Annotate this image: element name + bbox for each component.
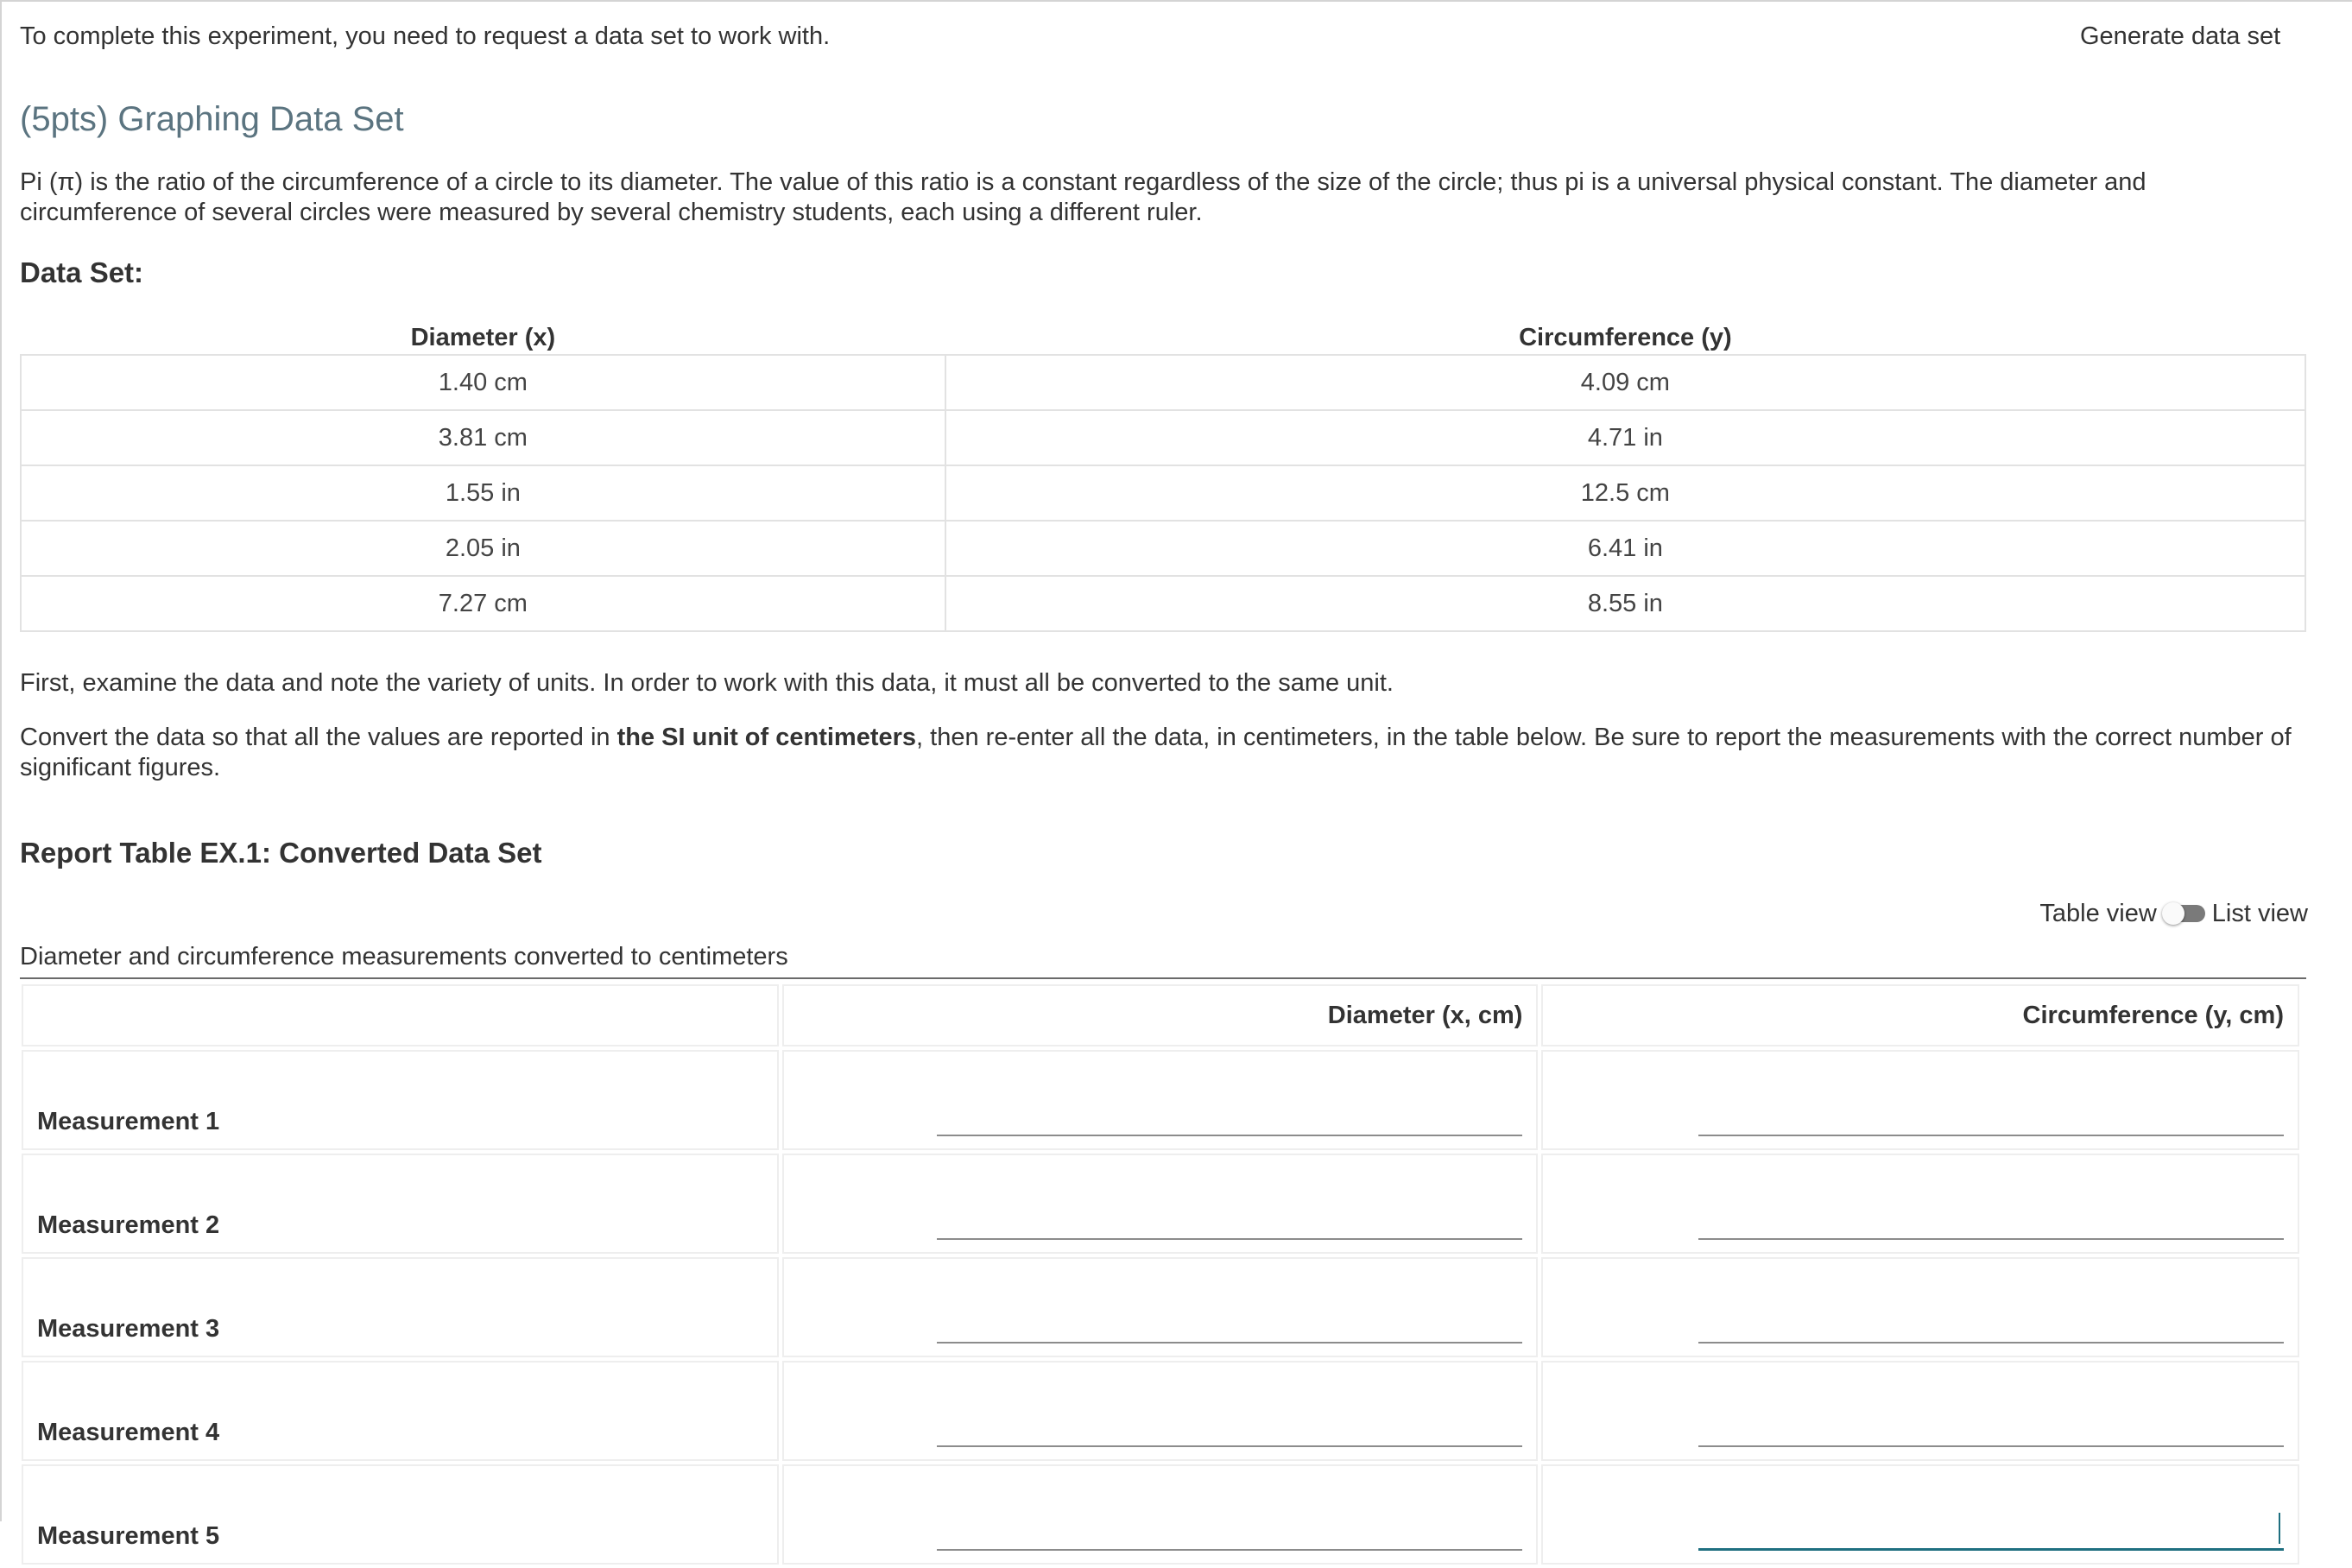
row-label-column-header: [22, 984, 779, 1046]
data-set-heading: Data Set:: [20, 256, 144, 288]
diameter-cell: 1.55 in: [21, 465, 945, 521]
content-area: [20, 2, 2308, 1550]
diameter-input-cell: [782, 1050, 1538, 1150]
table-caption: Diameter and circumference measurements converted to centimeters: [20, 943, 788, 971]
circumference-input-cell: [1541, 1050, 2299, 1150]
diameter-input-cell: [782, 1361, 1538, 1461]
section-title: (5pts) Graphing Data Set: [20, 100, 404, 138]
convert-text-before: Convert the data so that all the values are reported in: [20, 724, 617, 751]
measurement-label: Measurement 1: [22, 1050, 779, 1150]
table-view-label: Table view: [2039, 900, 2157, 927]
measurement-label: Measurement 5: [22, 1464, 779, 1565]
data-set-header-row: [21, 316, 2305, 355]
text-caret: [2279, 1513, 2280, 1544]
table-row: [22, 1154, 2299, 1254]
diameter-input[interactable]: [937, 1309, 1522, 1344]
data-request-instruction: To complete this experiment, you need to request a data set to work with.: [20, 22, 831, 50]
caption-divider: [20, 977, 2306, 979]
circumference-cell: 4.09 cm: [945, 355, 2305, 410]
circumference-cm-column-header: Circumference (y, cm): [1541, 984, 2299, 1046]
circumference-input-cell: [1541, 1464, 2299, 1565]
circumference-input-cell: [1541, 1361, 2299, 1461]
diameter-column-header: Diameter (x): [410, 324, 556, 351]
examine-units-note: First, examine the data and note the variety of units. In order to work with this data, it must all be converted to the same unit.: [20, 669, 1394, 697]
table-row: [21, 355, 2305, 410]
diameter-cell: 1.40 cm: [21, 355, 945, 410]
si-unit-emphasis: the SI unit of centimeters: [616, 724, 917, 751]
diameter-input-cell: [782, 1464, 1538, 1565]
report-table-heading: Report Table EX.1: Converted Data Set: [20, 837, 542, 869]
diameter-cell: 7.27 cm: [21, 576, 945, 631]
data-request-row: [20, 2, 2308, 66]
measurement-label: Measurement 4: [22, 1361, 779, 1461]
convert-text-after: , then re-enter all the data, in centimeters, in the table below. Be sure to report the measurements with the correct number of significant figures.: [20, 724, 2292, 781]
measurement-label: Measurement 2: [22, 1154, 779, 1254]
converted-data-table: [18, 981, 2303, 1568]
table-row: [22, 1050, 2299, 1150]
circumference-cell: 8.55 in: [945, 576, 2305, 631]
table-row: [21, 576, 2305, 631]
circumference-input[interactable]: [1698, 1205, 2284, 1240]
table-row: [22, 1257, 2299, 1357]
report-header-row: [22, 984, 2299, 1046]
intro-paragraph: Pi (π) is the ratio of the circumference of a circle to its diameter. The value of this ratio is a constant regardless of the size of the circle; thus pi is a universal physical constant. The diameter and circumference of several circles were measured by several chemistry students, each using a different ruler.: [20, 168, 2147, 226]
diameter-cm-column-header: Diameter (x, cm): [782, 984, 1538, 1046]
measurement-label: Measurement 3: [22, 1257, 779, 1357]
view-toggle: [2039, 898, 2308, 929]
diameter-input[interactable]: [937, 1102, 1522, 1136]
diameter-input[interactable]: [937, 1516, 1522, 1551]
circumference-cell: 12.5 cm: [945, 465, 2305, 521]
diameter-input[interactable]: [937, 1413, 1522, 1447]
diameter-input-cell: [782, 1257, 1538, 1357]
circumference-input[interactable]: [1698, 1309, 2284, 1344]
circumference-input[interactable]: [1698, 1413, 2284, 1447]
circumference-input-focused[interactable]: [1698, 1516, 2284, 1551]
circumference-input[interactable]: [1698, 1102, 2284, 1136]
circumference-input-cell: [1541, 1257, 2299, 1357]
data-set-table: [20, 316, 2306, 632]
table-row: [21, 410, 2305, 465]
list-view-label: List view: [2211, 900, 2308, 927]
diameter-input-cell: [782, 1154, 1538, 1254]
toggle-knob: [2162, 902, 2184, 925]
diameter-input[interactable]: [937, 1205, 1522, 1240]
view-toggle-switch[interactable]: [2162, 902, 2205, 925]
diameter-cell: 2.05 in: [21, 521, 945, 576]
table-row: [21, 521, 2305, 576]
generate-data-set-button[interactable]: Generate data set: [2066, 16, 2294, 57]
circumference-cell: 4.71 in: [945, 410, 2305, 465]
circumference-cell: 6.41 in: [945, 521, 2305, 576]
circumference-input-cell: [1541, 1154, 2299, 1254]
table-row: [22, 1361, 2299, 1461]
convert-instructions: [20, 723, 2308, 783]
diameter-cell: 3.81 cm: [21, 410, 945, 465]
table-row: [22, 1464, 2299, 1565]
table-row: [21, 465, 2305, 521]
circumference-column-header: Circumference (y): [1519, 324, 1732, 351]
